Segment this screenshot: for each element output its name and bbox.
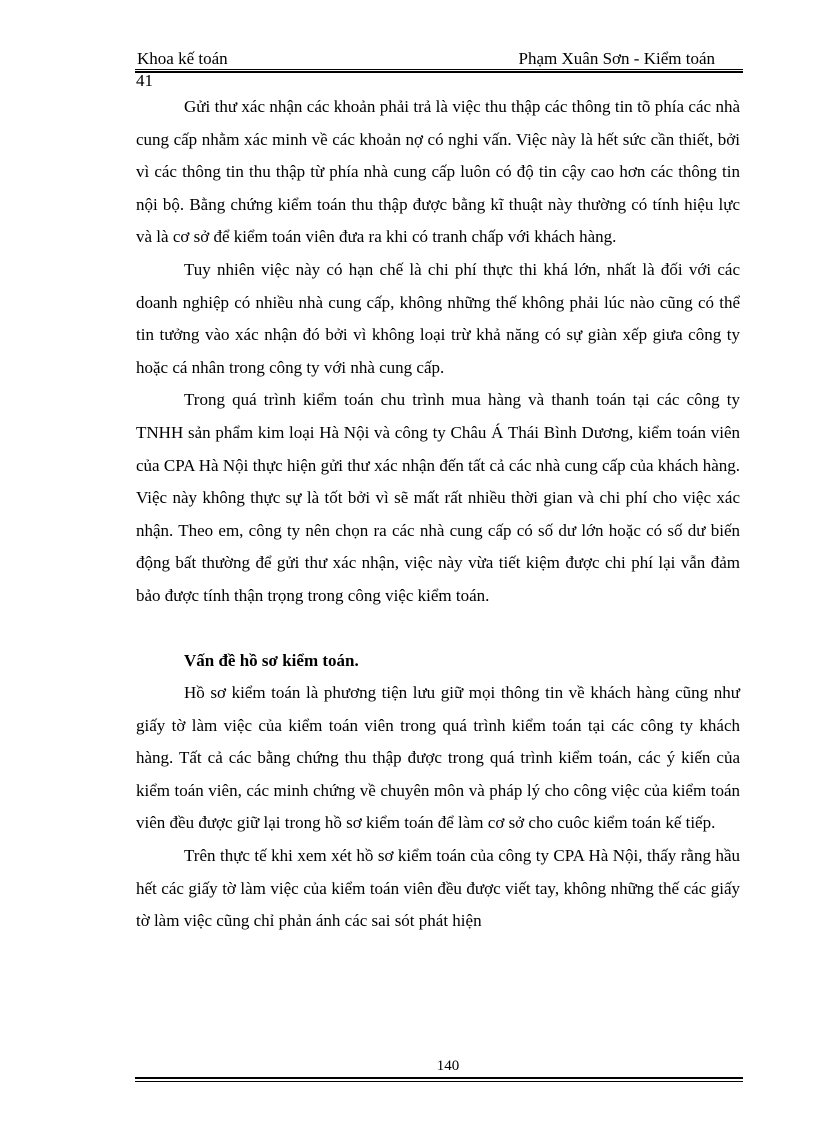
paragraph-confirmation-letters: Gửi thư xác nhận các khoản phải trả là việc thu thập các thông tin tõ phía các nhà cung cấp nhằm xác minh về các khoản nợ có nghi vấn. Việc này là hết sức cần thiết, bởi vì các thông tin thu thập từ phía nhà cung cấp luôn có độ tin cậy cao hơn các thông tin nội bộ. Bằng chứng kiểm toán thu thập được bằng kĩ thuật này thường có tính hiệu lực và là cơ sở để kiểm toán viên đưa ra khi có tranh chấp với khách hàng. [136,97,740,247]
header-author: Phạm Xuân Sơn - Kiểm toán [518,49,715,68]
paragraph-audit-file-reality: Trên thực tế khi xem xét hồ sơ kiểm toán của công ty CPA Hà Nội, thấy rằng hầu hết các giấy tờ làm việc của kiểm toán viên đều được viết tay, không những thế các giấy tờ làm việc cũng chỉ phản ánh các sai sót phát hiện [136,846,740,931]
page-number: 140 [436,1058,460,1074]
paragraph-audit-process: Trong quá trình kiểm toán chu trình mua hàng và thanh toán tại các công ty TNHH sản phẩm kim loại Hà Nội và công ty Châu Á Thái Bình Dương, kiểm toán viên của CPA Hà Nội thực hiện gửi thư xác nhận đến tất cả các nhà cung cấp của khách hàng. Việc này không thực sự là tốt bởi vì sẽ mất rất nhiều thời gian và chi phí cho việc xác nhận. Theo em, công ty nên chọn ra các nhà cung cấp có số dư lớn hoặc có số dư biến động bất thường để gửi thư xác nhận, việc này vừa tiết kiệm được chi phí lại vẫn đảm bảo được tính thận trọng trong công việc kiểm toán. [136,390,740,605]
page-body [136,91,740,938]
paragraph-limitations: Tuy nhiên việc này có hạn chế là chi phí thực thi khá lớn, nhất là đối với các doanh nghiệp có nhiều nhà cung cấp, không những thế không phải lúc nào cũng có thể tin tưởng vào xác nhận đó bởi vì không loại trừ khả năng có sự giàn xếp giưa công ty hoặc cá nhân trong công ty với nhà cung cấp. [136,259,740,377]
header-page-ref: 41 [136,71,153,90]
header-rule [135,69,743,73]
header-department: Khoa kế toán [137,49,228,68]
page-header [135,49,743,69]
section-heading: Vấn đề hồ sơ kiểm toán. [184,650,359,670]
footer-rule [135,1077,743,1082]
paragraph-audit-file: Hồ sơ kiểm toán là phương tiện lưu giữ mọi thông tin về khách hàng cũng như giấy tờ làm việc của kiểm toán viên trong quá trình kiểm toán tại các công ty khách hàng. Tất cả các bằng chứng thu thập được trong quá trình kiểm toán, các ý kiến của kiểm toán viên, các minh chứng về chuyên môn và pháp lý cho công việc của kiểm toán viên đều được giữ lại trong hồ sơ kiểm toán để làm cơ sở cho cuôc kiểm toán kế tiếp. [136,683,740,833]
